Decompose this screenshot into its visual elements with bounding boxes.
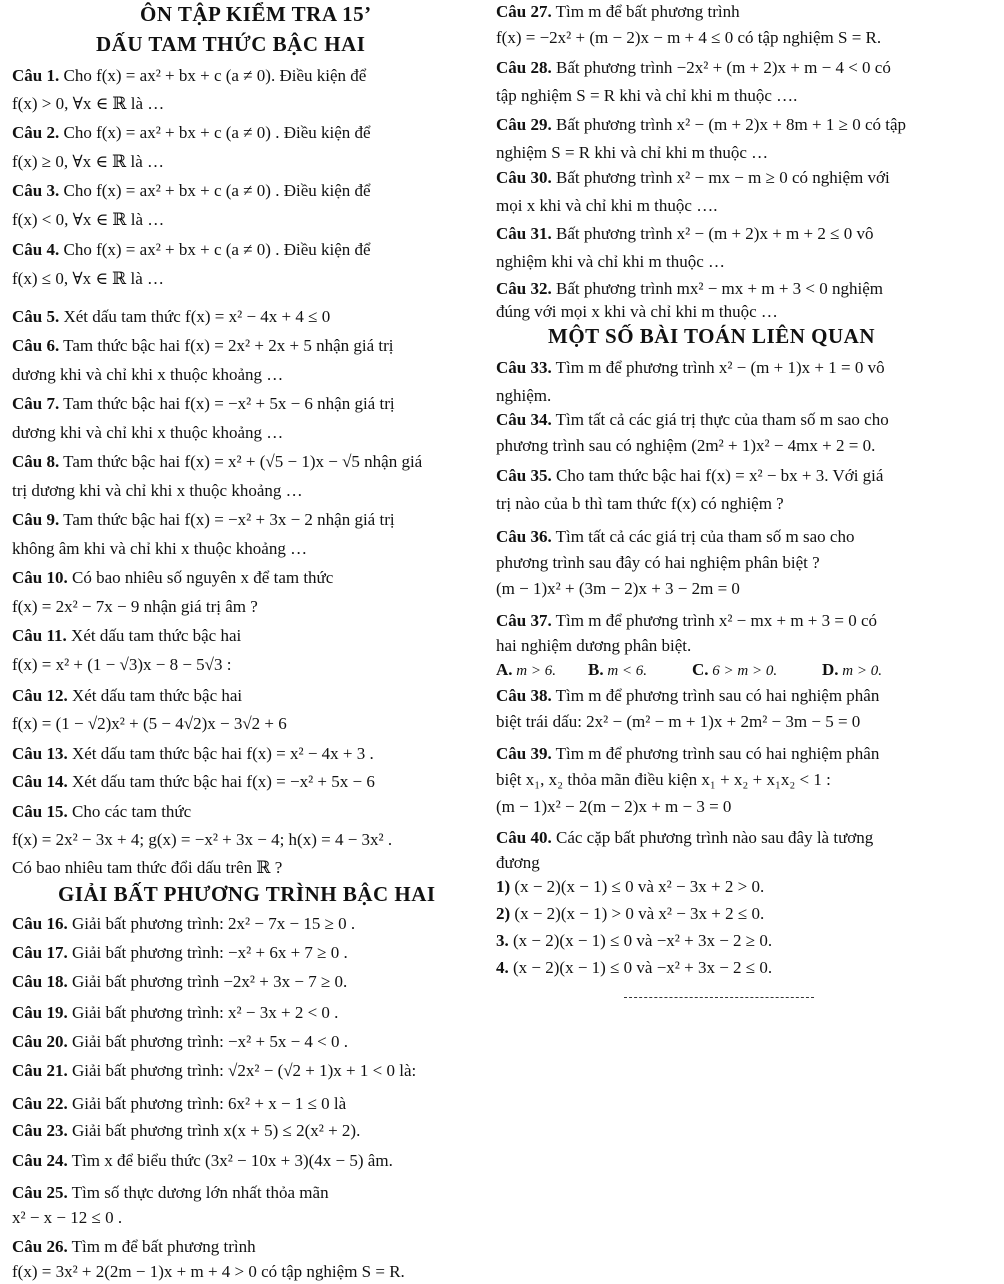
question-text: Bất phương trình x² − mx − m ≥ 0 có nghiệm với [551, 168, 890, 187]
question-text: phương trình sau có nghiệm (2m² + 1)x² − 4mx + 2 = 0. [496, 436, 876, 455]
question-number: Câu 15. [12, 802, 68, 821]
question-number: Câu 28. [496, 58, 552, 77]
question-line [12, 66, 366, 86]
question-line [12, 1237, 256, 1257]
question-line [12, 943, 348, 963]
question-line [496, 115, 906, 135]
question-text: Giải bất phương trình x(x + 5) ≤ 2(x² + 2). [67, 1121, 361, 1140]
question-line [12, 686, 242, 706]
question-text: Tìm m để phương trình sau có hai nghiệm phân [551, 744, 880, 763]
question-line [12, 510, 395, 530]
question-number: Câu 34. [496, 410, 552, 429]
question-text: Tìm m để bất phương trình [67, 1237, 256, 1256]
question-text: (m − 1)x² + (3m − 2)x + 3 − 2m = 0 [496, 579, 740, 598]
answer-option [588, 660, 647, 681]
question-text: Giải bất phương trình: −x² + 6x + 7 ≥ 0 . [67, 943, 348, 962]
question-line [12, 744, 374, 764]
option-label: A. [496, 660, 513, 679]
question-continuation [496, 436, 875, 456]
question-number: Câu 19. [12, 1003, 68, 1022]
question-text: Tìm tất cả các giá trị thực của tham số m sao cho [551, 410, 889, 429]
question-number: Câu 11. [12, 626, 67, 645]
question-line [12, 914, 355, 934]
option-text: 6 > m > 0. [708, 663, 778, 679]
question-number: Câu 33. [496, 358, 552, 377]
question-number: Câu 25. [12, 1183, 68, 1202]
question-number: Câu 3. [12, 181, 60, 200]
question-text: Cho f(x) = ax² + bx + c (a ≠ 0). Điều kiện để [59, 66, 367, 85]
question-line [12, 1061, 416, 1081]
question-text: Cho tam thức bậc hai f(x) = x² − bx + 3. Với giá [551, 466, 884, 485]
question-text: f(x) = (1 − √2)x² + (5 − 4√2)x − 3√2 + 6 [12, 714, 287, 733]
question-continuation [496, 86, 797, 106]
question-line [496, 168, 890, 188]
page-title: ÔN TẬP KIỂM TRA 15’ [140, 2, 372, 26]
question-text: mọi x khi và chỉ khi m thuộc …. [496, 196, 718, 215]
question-number: Câu 17. [12, 943, 68, 962]
question-line [496, 58, 891, 78]
answer-option [822, 660, 882, 681]
question-number: Câu 12. [12, 686, 68, 705]
question-continuation [12, 210, 164, 230]
question-line [12, 626, 241, 646]
question-text: Giải bất phương trình: 2x² − 7x − 15 ≥ 0 . [67, 914, 356, 933]
question-number: Câu 27. [496, 2, 552, 21]
question-text: Cho f(x) = ax² + bx + c (a ≠ 0) . Điều kiện để [59, 240, 371, 259]
question-continuation [496, 252, 725, 272]
question-line [496, 744, 879, 764]
question-number: 4. [496, 958, 509, 977]
question-number: Câu 1. [12, 66, 60, 85]
question-number: Câu 38. [496, 686, 552, 705]
question-text: phương trình sau đây có hai nghiệm phân biệt ? [496, 553, 820, 572]
option-label: B. [588, 660, 604, 679]
question-line [12, 568, 333, 588]
question-continuation [12, 539, 307, 559]
question-text: Giải bất phương trình: 6x² + x − 1 ≤ 0 là [67, 1094, 347, 1113]
question-line [12, 123, 371, 143]
question-line [12, 394, 395, 414]
question-number: Câu 22. [12, 1094, 68, 1113]
question-text: Xét dấu tam thức bậc hai [67, 686, 243, 705]
question-text: Tìm m để phương trình x² − mx + m + 3 = 0 có [551, 611, 878, 630]
question-continuation [496, 494, 784, 514]
question-line [12, 1151, 393, 1171]
question-text: Có bao nhiêu số nguyên x để tam thức [67, 568, 334, 587]
question-number: Câu 36. [496, 527, 552, 546]
question-line [496, 410, 889, 430]
question-text: f(x) = 2x² − 7x − 9 nhận giá trị âm ? [12, 597, 258, 616]
question-number: Câu 16. [12, 914, 68, 933]
question-text: Tam thức bậc hai f(x) = x² + (√5 − 1)x − √5 nhận giá [59, 452, 423, 471]
question-text: nghiệm khi và chỉ khi m thuộc … [496, 252, 725, 271]
question-text: Tam thức bậc hai f(x) = −x² + 5x − 6 nhận giá trị [59, 394, 395, 413]
question-text: (m − 1)x² − 2(m − 2)x + m − 3 = 0 [496, 797, 732, 816]
question-continuation [496, 28, 881, 48]
question-number: 1) [496, 877, 511, 896]
question-text: Xét dấu tam thức bậc hai [66, 626, 242, 645]
question-text: Tìm số thực dương lớn nhất thỏa mãn [67, 1183, 329, 1202]
question-text: đúng với mọi x khi và chỉ khi m thuộc … [496, 302, 778, 321]
question-continuation [496, 797, 731, 817]
question-line [496, 224, 873, 244]
question-text: tập nghiệm S = R khi và chỉ khi m thuộc …. [496, 86, 798, 105]
question-text: Tam thức bậc hai f(x) = −x² + 3x − 2 nhận giá trị [59, 510, 395, 529]
question-continuation [12, 269, 164, 289]
question-line [496, 828, 873, 848]
question-line [12, 452, 422, 472]
question-number: Câu 39. [496, 744, 552, 763]
question-text: Có bao nhiêu tam thức đổi dấu trên ℝ ? [12, 858, 283, 877]
question-continuation [496, 386, 551, 406]
question-text: Tìm m để phương trình sau có hai nghiệm phân [551, 686, 880, 705]
question-text: Cho f(x) = ax² + bx + c (a ≠ 0) . Điều kiện để [59, 181, 371, 200]
question-text: f(x) = 2x² − 3x + 4; g(x) = −x² + 3x − 4; h(x) = 4 − 3x² . [12, 830, 393, 849]
question-continuation [496, 579, 740, 599]
question-continuation [12, 94, 164, 114]
question-line [12, 336, 394, 356]
page-title: DẤU TAM THỨC BẬC HAI [96, 32, 366, 56]
question-continuation [12, 423, 283, 443]
question-text: Cho f(x) = ax² + bx + c (a ≠ 0) . Điều kiện để [59, 123, 371, 142]
question-line [12, 802, 191, 822]
question-continuation [496, 143, 768, 163]
question-number: Câu 35. [496, 466, 552, 485]
question-text: (x − 2)(x − 1) ≤ 0 và x² − 3x + 2 > 0. [510, 877, 765, 896]
section-heading: GIẢI BẤT PHƯƠNG TRÌNH BẬC HAI [58, 882, 436, 906]
question-continuation [12, 481, 303, 501]
question-line [12, 181, 371, 201]
question-text: f(x) ≤ 0, ∀x ∈ ℝ là … [12, 269, 165, 288]
option-text: m > 6. [512, 663, 556, 679]
question-text: dương khi và chỉ khi x thuộc khoảng … [12, 365, 284, 384]
question-number: Câu 7. [12, 394, 60, 413]
question-text: trị nào của b thì tam thức f(x) có nghiệm ? [496, 494, 784, 513]
question-number: Câu 5. [12, 307, 60, 326]
question-number: 2) [496, 904, 511, 923]
question-text: Giải bất phương trình: √2x² − (√2 + 1)x + 1 < 0 là: [67, 1061, 417, 1080]
question-text: Giải bất phương trình −2x² + 3x − 7 ≥ 0. [67, 972, 348, 991]
question-number: Câu 18. [12, 972, 68, 991]
question-line [496, 877, 764, 897]
question-continuation [496, 302, 778, 322]
question-number: Câu 29. [496, 115, 552, 134]
question-number: Câu 26. [12, 1237, 68, 1256]
question-text: f(x) > 0, ∀x ∈ ℝ là … [12, 94, 165, 113]
question-text: Tìm m để bất phương trình [551, 2, 740, 21]
question-number: Câu 6. [12, 336, 60, 355]
question-continuation [496, 712, 860, 732]
question-continuation [12, 597, 258, 617]
question-number: Câu 24. [12, 1151, 68, 1170]
question-line [496, 931, 772, 951]
question-number: Câu 31. [496, 224, 552, 243]
question-continuation [496, 553, 820, 573]
question-number: Câu 2. [12, 123, 60, 142]
question-continuation [496, 196, 717, 216]
question-number: Câu 23. [12, 1121, 68, 1140]
question-continuation [496, 853, 540, 873]
question-text: f(x) = 3x² + 2(2m − 1)x + m + 4 > 0 có tập nghiệm S = R. [12, 1262, 405, 1281]
option-label: C. [692, 660, 709, 679]
question-line [12, 1032, 348, 1052]
question-text: Xét dấu tam thức bậc hai f(x) = x² − 4x + 3 . [67, 744, 374, 763]
question-text: Bất phương trình −2x² + (m + 2)x + m − 4 < 0 có [551, 58, 891, 77]
question-text: (x − 2)(x − 1) > 0 và x² − 3x + 2 ≤ 0. [510, 904, 765, 923]
question-text: hai nghiệm dương phân biệt. [496, 636, 692, 655]
question-text: f(x) ≥ 0, ∀x ∈ ℝ là … [12, 152, 165, 171]
question-text: Bất phương trình x² − (m + 2)x + m + 2 ≤ 0 vô [551, 224, 874, 243]
question-line [12, 1183, 329, 1203]
question-line [496, 958, 772, 978]
question-continuation [12, 365, 283, 385]
question-number: Câu 21. [12, 1061, 68, 1080]
question-line [496, 686, 879, 706]
question-number: Câu 9. [12, 510, 60, 529]
question-number: Câu 14. [12, 772, 68, 791]
question-text: Tìm x để biểu thức (3x² − 10x + 3)(4x − 5) âm. [67, 1151, 393, 1170]
question-continuation [12, 714, 287, 734]
question-line [12, 1003, 338, 1023]
question-text: nghiệm S = R khi và chỉ khi m thuộc … [496, 143, 769, 162]
question-text: Giải bất phương trình: −x² + 5x − 4 < 0 . [67, 1032, 349, 1051]
question-line [496, 2, 740, 22]
question-line [12, 772, 375, 792]
question-number: Câu 10. [12, 568, 68, 587]
question-continuation [12, 858, 282, 878]
question-text: f(x) = x² + (1 − √3)x − 8 − 5√3 : [12, 655, 232, 674]
question-text: Tìm m để phương trình x² − (m + 1)x + 1 = 0 vô [551, 358, 885, 377]
question-text: (x − 2)(x − 1) ≤ 0 và −x² + 3x − 2 ≥ 0. [508, 931, 773, 950]
question-text: đương [496, 853, 540, 872]
question-line [496, 611, 877, 631]
question-line [496, 466, 883, 486]
question-text: trị dương khi và chỉ khi x thuộc khoảng … [12, 481, 303, 500]
question-text: Cho các tam thức [67, 802, 192, 821]
question-number: Câu 40. [496, 828, 552, 847]
divider-line [624, 997, 814, 998]
question-number: Câu 4. [12, 240, 60, 259]
question-continuation [12, 655, 231, 675]
question-text: Bất phương trình x² − (m + 2)x + 8m + 1 ≥ 0 có tập [551, 115, 907, 134]
question-continuation [12, 152, 164, 172]
question-number: Câu 8. [12, 452, 60, 471]
question-text: không âm khi và chỉ khi x thuộc khoảng … [12, 539, 308, 558]
question-text: Tìm tất cả các giá trị của tham số m sao cho [551, 527, 855, 546]
question-continuation [12, 1262, 405, 1282]
question-text: f(x) = −2x² + (m − 2)x − m + 4 ≤ 0 có tập nghiệm S = R. [496, 28, 882, 47]
question-line [496, 904, 764, 924]
section-heading: MỘT SỐ BÀI TOÁN LIÊN QUAN [548, 324, 875, 348]
question-number: Câu 32. [496, 279, 552, 298]
answer-option [692, 660, 777, 681]
question-text: biệt trái dấu: 2x² − (m² − m + 1)x + 2m² − 3m − 5 = 0 [496, 712, 861, 731]
question-line [12, 1094, 346, 1114]
question-continuation [12, 1208, 122, 1228]
option-text: m > 0. [838, 663, 882, 679]
question-text: Xét dấu tam thức f(x) = x² − 4x + 4 ≤ 0 [59, 307, 331, 326]
question-number: Câu 20. [12, 1032, 68, 1051]
question-text: Các cặp bất phương trình nào sau đây là tương [551, 828, 874, 847]
question-continuation [496, 770, 831, 790]
question-continuation [12, 830, 392, 850]
question-line [12, 240, 371, 260]
question-text: (x − 2)(x − 1) ≤ 0 và −x² + 3x − 2 ≤ 0. [508, 958, 773, 977]
question-line [496, 358, 885, 378]
option-label: D. [822, 660, 839, 679]
question-number: 3. [496, 931, 509, 950]
question-number: Câu 13. [12, 744, 68, 763]
question-text: Tam thức bậc hai f(x) = 2x² + 2x + 5 nhận giá trị [59, 336, 394, 355]
question-text: Bất phương trình mx² − mx + m + 3 < 0 nghiệm [551, 279, 884, 298]
answer-option [496, 660, 556, 681]
question-text: Xét dấu tam thức bậc hai f(x) = −x² + 5x − 6 [67, 772, 375, 791]
question-text: nghiệm. [496, 386, 552, 405]
question-number: Câu 37. [496, 611, 552, 630]
question-line [12, 972, 347, 992]
question-text: biệt x₁, x₂ thỏa mãn điều kiện x₁ + x₂ + x₁x₂ < 1 : [496, 770, 831, 789]
question-text: Giải bất phương trình: x² − 3x + 2 < 0 . [67, 1003, 339, 1022]
question-line [496, 279, 883, 299]
question-number: Câu 30. [496, 168, 552, 187]
question-text: dương khi và chỉ khi x thuộc khoảng … [12, 423, 284, 442]
question-continuation [496, 636, 691, 656]
question-text: f(x) < 0, ∀x ∈ ℝ là … [12, 210, 165, 229]
question-text: x² − x − 12 ≤ 0 . [12, 1208, 123, 1227]
question-line [12, 1121, 360, 1141]
question-line [12, 307, 330, 327]
question-line [496, 527, 854, 547]
option-text: m < 6. [603, 663, 648, 679]
